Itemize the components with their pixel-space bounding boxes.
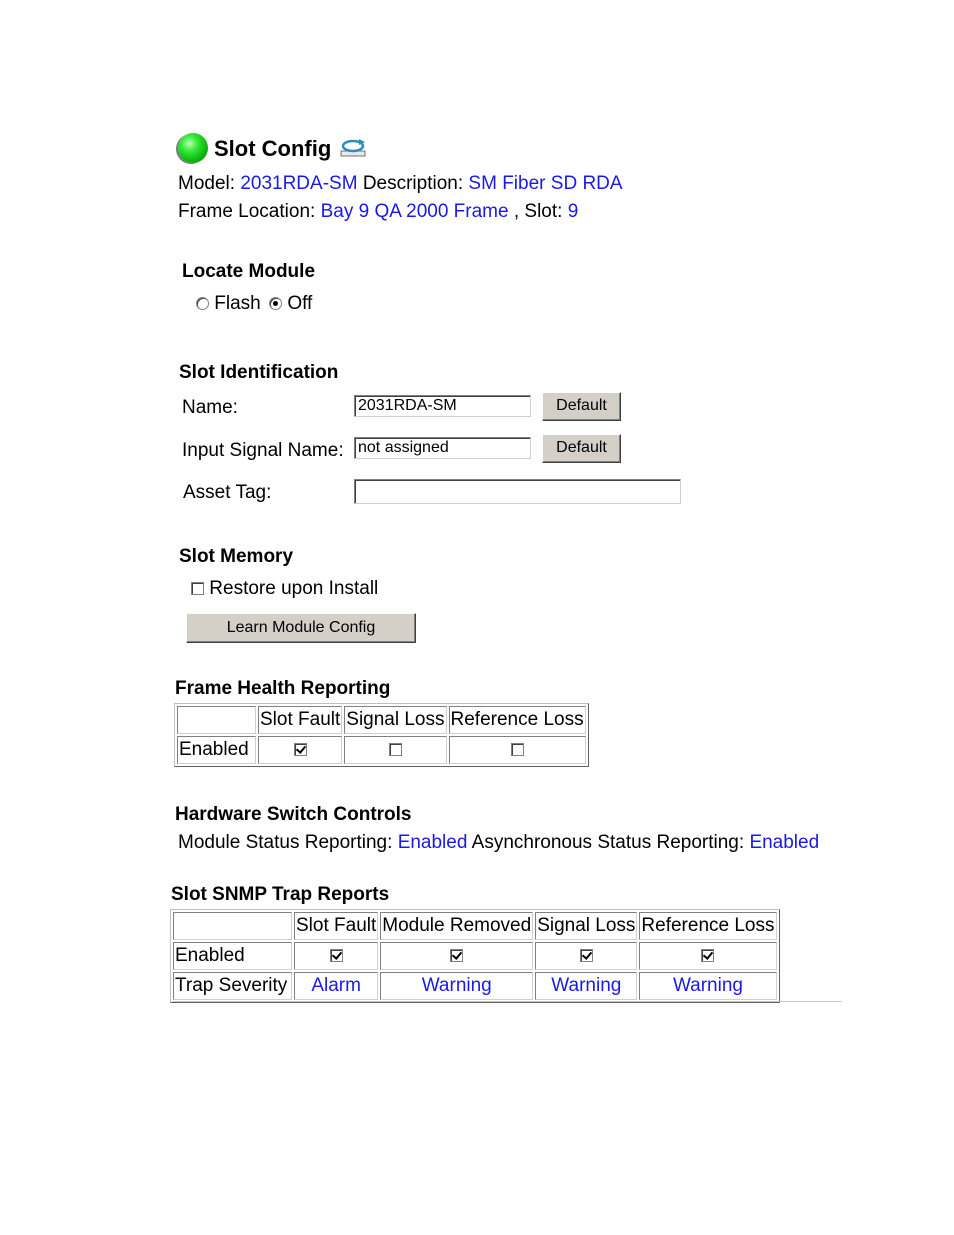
reference-loss-checkbox[interactable] xyxy=(511,743,524,756)
description-value: SM Fiber SD RDA xyxy=(468,173,623,194)
module-status-label: Module Status Reporting: xyxy=(178,832,393,853)
signal-loss-checkbox[interactable] xyxy=(389,743,402,756)
column-header: Reference Loss xyxy=(639,912,776,940)
column-header: Slot Fault xyxy=(294,912,378,940)
name-label: Name: xyxy=(182,397,238,418)
locate-module-options xyxy=(196,293,312,315)
snmp-heading: Slot SNMP Trap Reports xyxy=(171,884,390,905)
table-row xyxy=(173,912,777,940)
slot-fault-checkbox[interactable] xyxy=(294,743,307,756)
locate-module-heading: Locate Module xyxy=(182,261,316,282)
name-input[interactable]: 2031RDA-SM xyxy=(354,395,531,417)
module-removed-severity-link[interactable]: Warning xyxy=(380,972,533,1000)
divider xyxy=(172,1001,842,1002)
module-removed-trap-checkbox[interactable] xyxy=(450,949,463,962)
module-status-value: Enabled xyxy=(397,832,468,853)
restore-checkbox[interactable] xyxy=(191,582,204,595)
hardware-switch-line xyxy=(178,832,819,854)
table-row xyxy=(173,942,777,970)
frame-location-line xyxy=(178,201,578,223)
checkbox-cell xyxy=(449,736,586,764)
status-ball-icon xyxy=(178,133,208,163)
checkbox-cell xyxy=(380,942,533,970)
reference-loss-trap-checkbox[interactable] xyxy=(701,949,714,962)
column-header: Signal Loss xyxy=(535,912,637,940)
model-value: 2031RDA-SM xyxy=(240,173,358,194)
frame-location-value[interactable]: Bay 9 QA 2000 Frame xyxy=(320,201,509,222)
model-label: Model: xyxy=(178,173,236,194)
learn-module-config-button[interactable]: Learn Module Config xyxy=(186,613,416,643)
slot-fault-trap-checkbox[interactable] xyxy=(330,949,343,962)
table-row xyxy=(177,706,586,734)
signal-loss-trap-checkbox[interactable] xyxy=(580,949,593,962)
description-label: Description: xyxy=(362,173,464,194)
column-header: Slot Fault xyxy=(258,706,342,734)
row-label: Trap Severity xyxy=(173,972,292,1000)
reference-loss-severity-link[interactable]: Warning xyxy=(639,972,776,1000)
checkbox-cell xyxy=(258,736,342,764)
table-corner-cell xyxy=(173,912,292,940)
frame-location-label: Frame Location: xyxy=(178,201,316,222)
column-header: Reference Loss xyxy=(449,706,586,734)
asset-tag-input[interactable] xyxy=(354,479,681,504)
input-signal-label: Input Signal Name: xyxy=(182,440,344,461)
checkbox-cell xyxy=(344,736,446,764)
slot-identification-heading: Slot Identification xyxy=(179,362,339,383)
restore-label: Restore upon Install xyxy=(209,578,379,599)
checkbox-cell xyxy=(639,942,776,970)
frame-health-table xyxy=(174,703,589,767)
row-label: Enabled xyxy=(177,736,256,764)
column-header: Module Removed xyxy=(380,912,533,940)
refresh-icon[interactable] xyxy=(340,137,366,157)
table-row xyxy=(173,972,777,1000)
slot-value: 9 xyxy=(567,201,579,222)
frame-health-heading: Frame Health Reporting xyxy=(175,678,391,699)
flash-radio[interactable] xyxy=(196,297,209,310)
async-status-value: Enabled xyxy=(749,832,820,853)
name-default-button[interactable]: Default xyxy=(542,392,621,421)
table-row xyxy=(177,736,586,764)
slot-fault-severity-link[interactable]: Alarm xyxy=(294,972,378,1000)
asset-tag-label: Asset Tag: xyxy=(183,482,272,503)
flash-label: Flash xyxy=(214,293,261,314)
checkbox-cell xyxy=(535,942,637,970)
input-signal-input[interactable]: not assigned xyxy=(354,437,531,459)
column-header: Signal Loss xyxy=(344,706,446,734)
table-corner-cell xyxy=(177,706,256,734)
restore-option xyxy=(191,578,378,600)
slot-memory-heading: Slot Memory xyxy=(179,546,294,567)
off-label: Off xyxy=(287,293,313,314)
off-radio[interactable] xyxy=(269,297,282,310)
async-status-label: Asynchronous Status Reporting: xyxy=(471,832,745,853)
hardware-switch-heading: Hardware Switch Controls xyxy=(175,804,412,825)
row-label: Enabled xyxy=(173,942,292,970)
input-signal-default-button[interactable]: Default xyxy=(542,434,621,463)
checkbox-cell xyxy=(294,942,378,970)
page-title: Slot Config xyxy=(214,136,332,161)
model-line xyxy=(178,173,623,195)
slot-label: , Slot: xyxy=(513,201,563,222)
snmp-table xyxy=(170,909,780,1003)
signal-loss-severity-link[interactable]: Warning xyxy=(535,972,637,1000)
